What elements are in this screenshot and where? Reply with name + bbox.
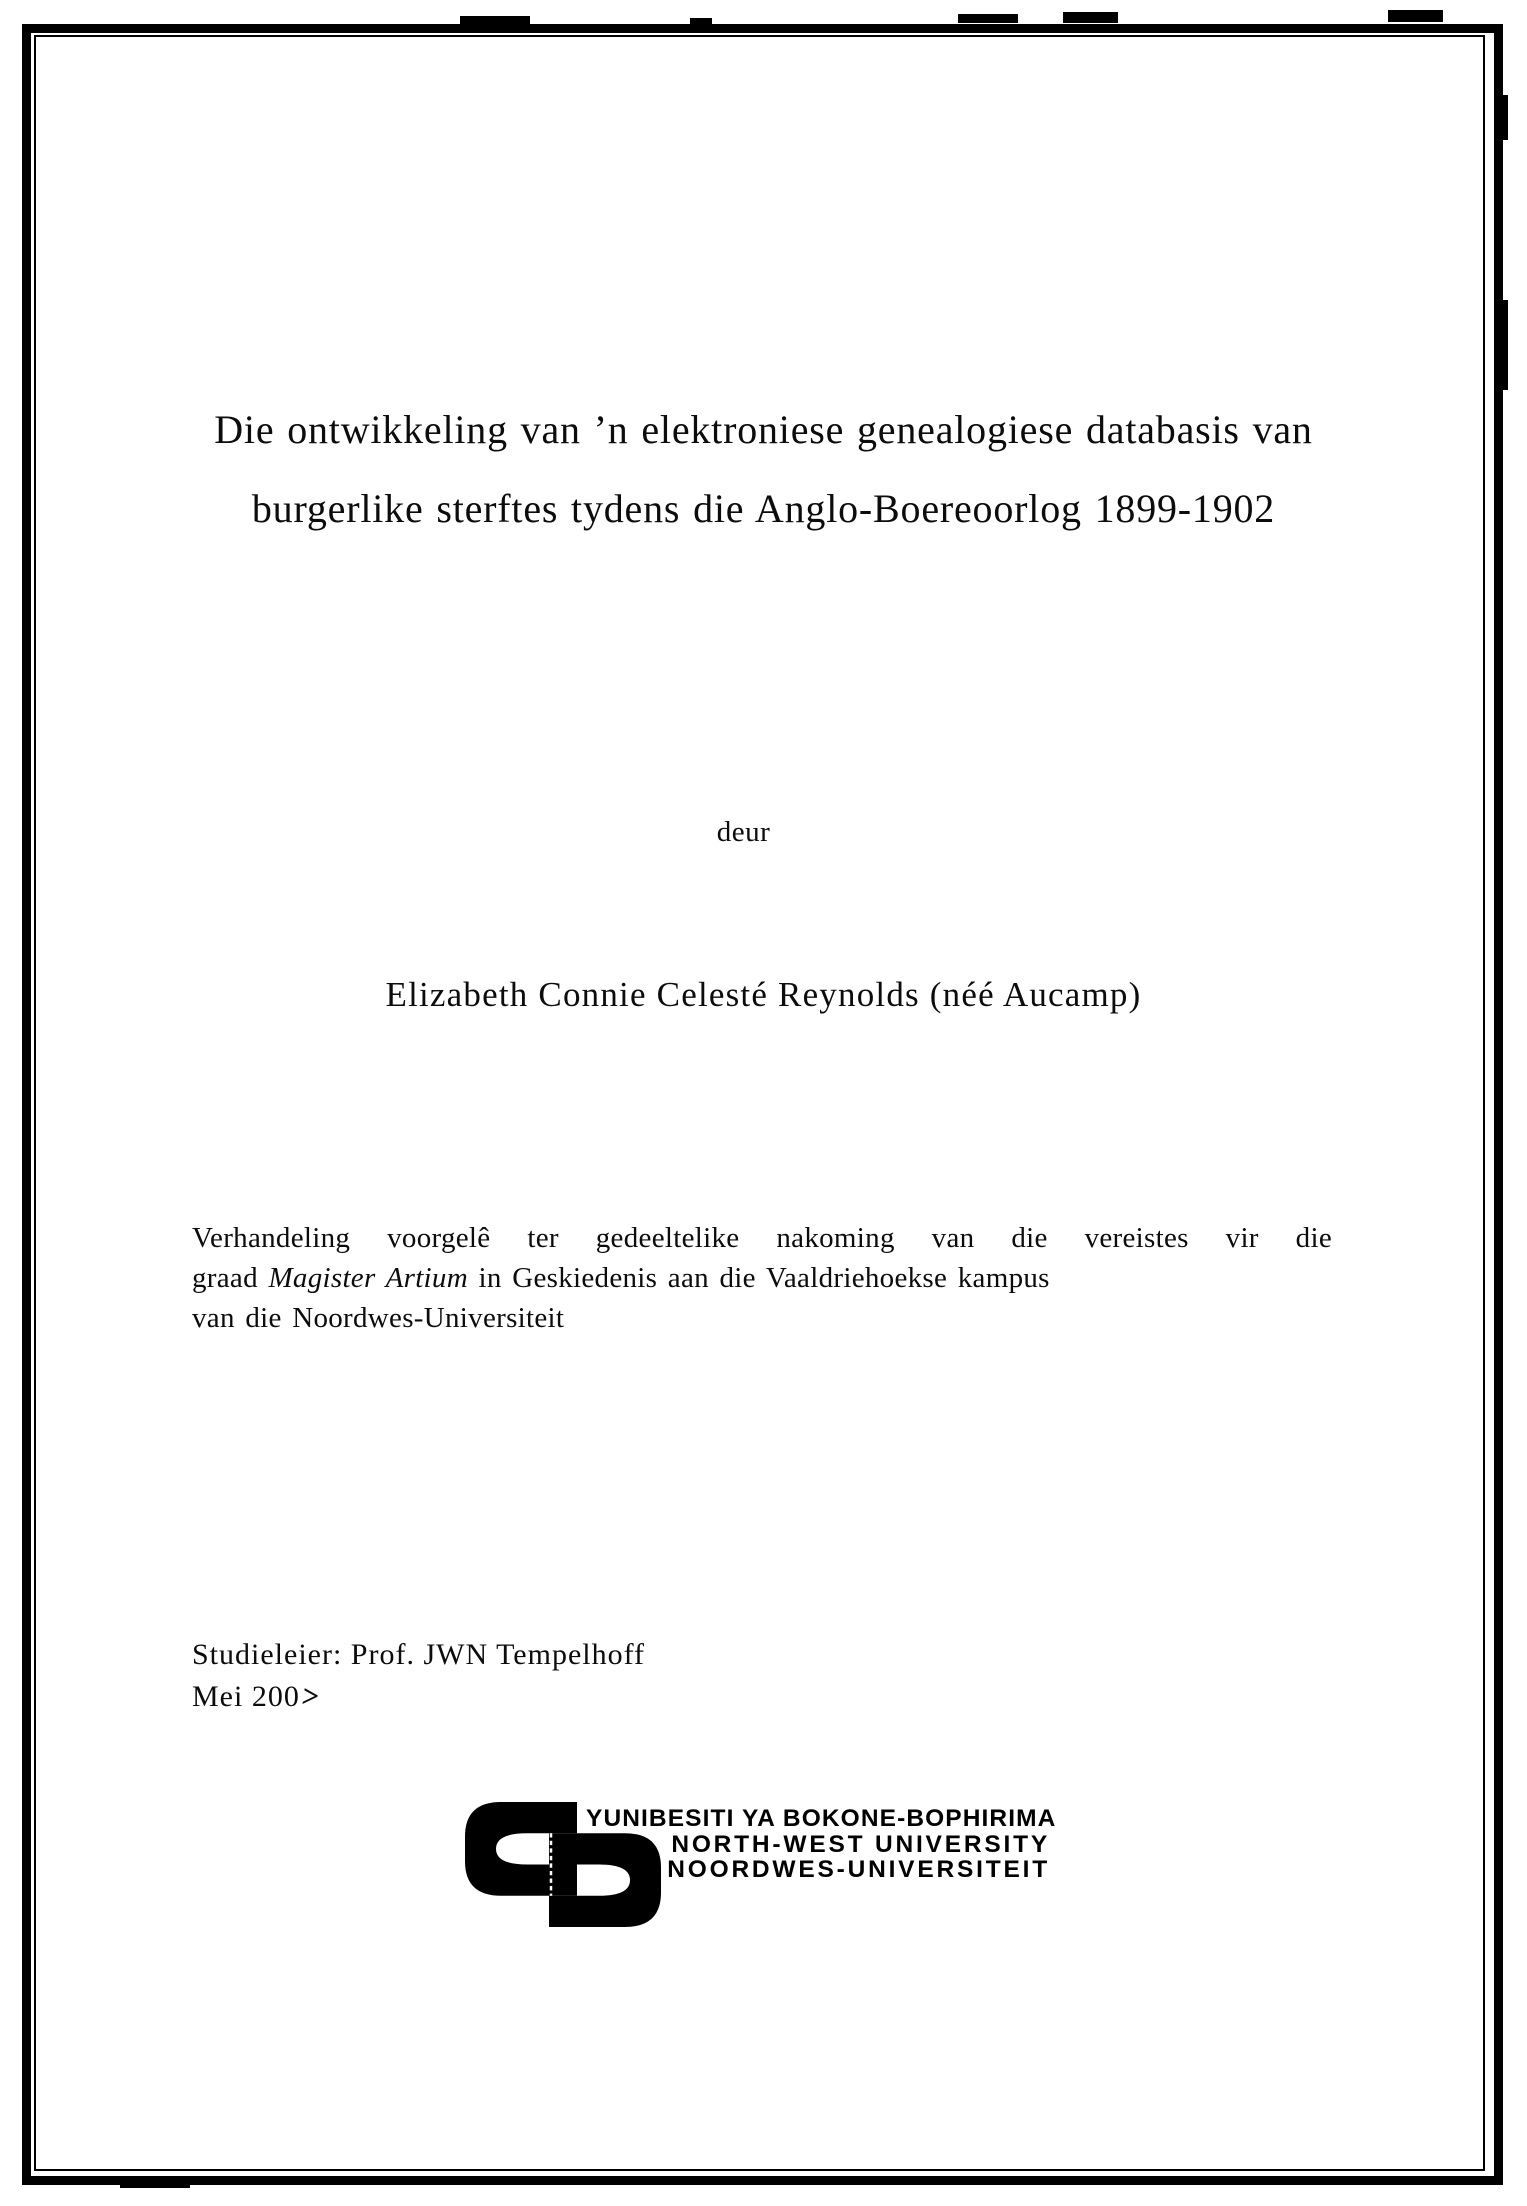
thesis-title — [110, 390, 1417, 548]
degree-statement-line-2-prefix: graad — [192, 1262, 269, 1294]
author-name: Elizabeth Connie Celesté Reynolds (néé Aucamp) — [385, 975, 1142, 1014]
logo-text-setswana: YUNIBESITI YA BOKONE-BOPHIRIMA — [586, 1805, 1057, 1832]
scan-noise — [1503, 95, 1508, 140]
supervisor-date-block — [192, 1634, 645, 1718]
degree-statement-line-2 — [192, 1258, 1332, 1298]
date-line — [192, 1676, 645, 1718]
scan-noise — [120, 2183, 190, 2188]
degree-statement-line-3: van die Noordwes-Universiteit — [192, 1302, 565, 1334]
supervisor-line: Studieleier: Prof. JWN Tempelhoff — [192, 1638, 646, 1671]
scan-noise — [460, 16, 530, 24]
degree-statement-line-2-suffix: in Geskiedenis aan die Vaaldriehoekse kampus — [467, 1262, 1050, 1294]
scan-noise — [690, 18, 712, 25]
scan-noise — [958, 14, 1018, 23]
logo-text-english: NORTH-WEST UNIVERSITY — [671, 1830, 1050, 1858]
byline-label: deur — [716, 816, 771, 848]
scan-noise — [1063, 12, 1118, 23]
university-logo-wordmark — [586, 1805, 1057, 1883]
thesis-title-line-2: burgerlike sterftes tydens die Anglo-Boereoorlog 1899-1902 — [251, 486, 1276, 531]
scan-noise — [1388, 10, 1443, 22]
degree-statement-line-1: Verhandeling voorgelê ter gedeeltelike nakoming van die vereistes vir die — [192, 1222, 1332, 1254]
date-seven-glyph: > — [299, 1679, 323, 1714]
thesis-title-line-1: Die ontwikkeling van ’n elektroniese genealogiese databasis van — [214, 407, 1313, 452]
degree-statement — [192, 1218, 1332, 1338]
degree-name-italic: Magister Artium — [268, 1262, 468, 1294]
logo-text-afrikaans: NOORDWES-UNIVERSITEIT — [667, 1856, 1050, 1883]
date-text: Mei 200 — [192, 1680, 300, 1713]
scan-noise — [1503, 300, 1508, 390]
